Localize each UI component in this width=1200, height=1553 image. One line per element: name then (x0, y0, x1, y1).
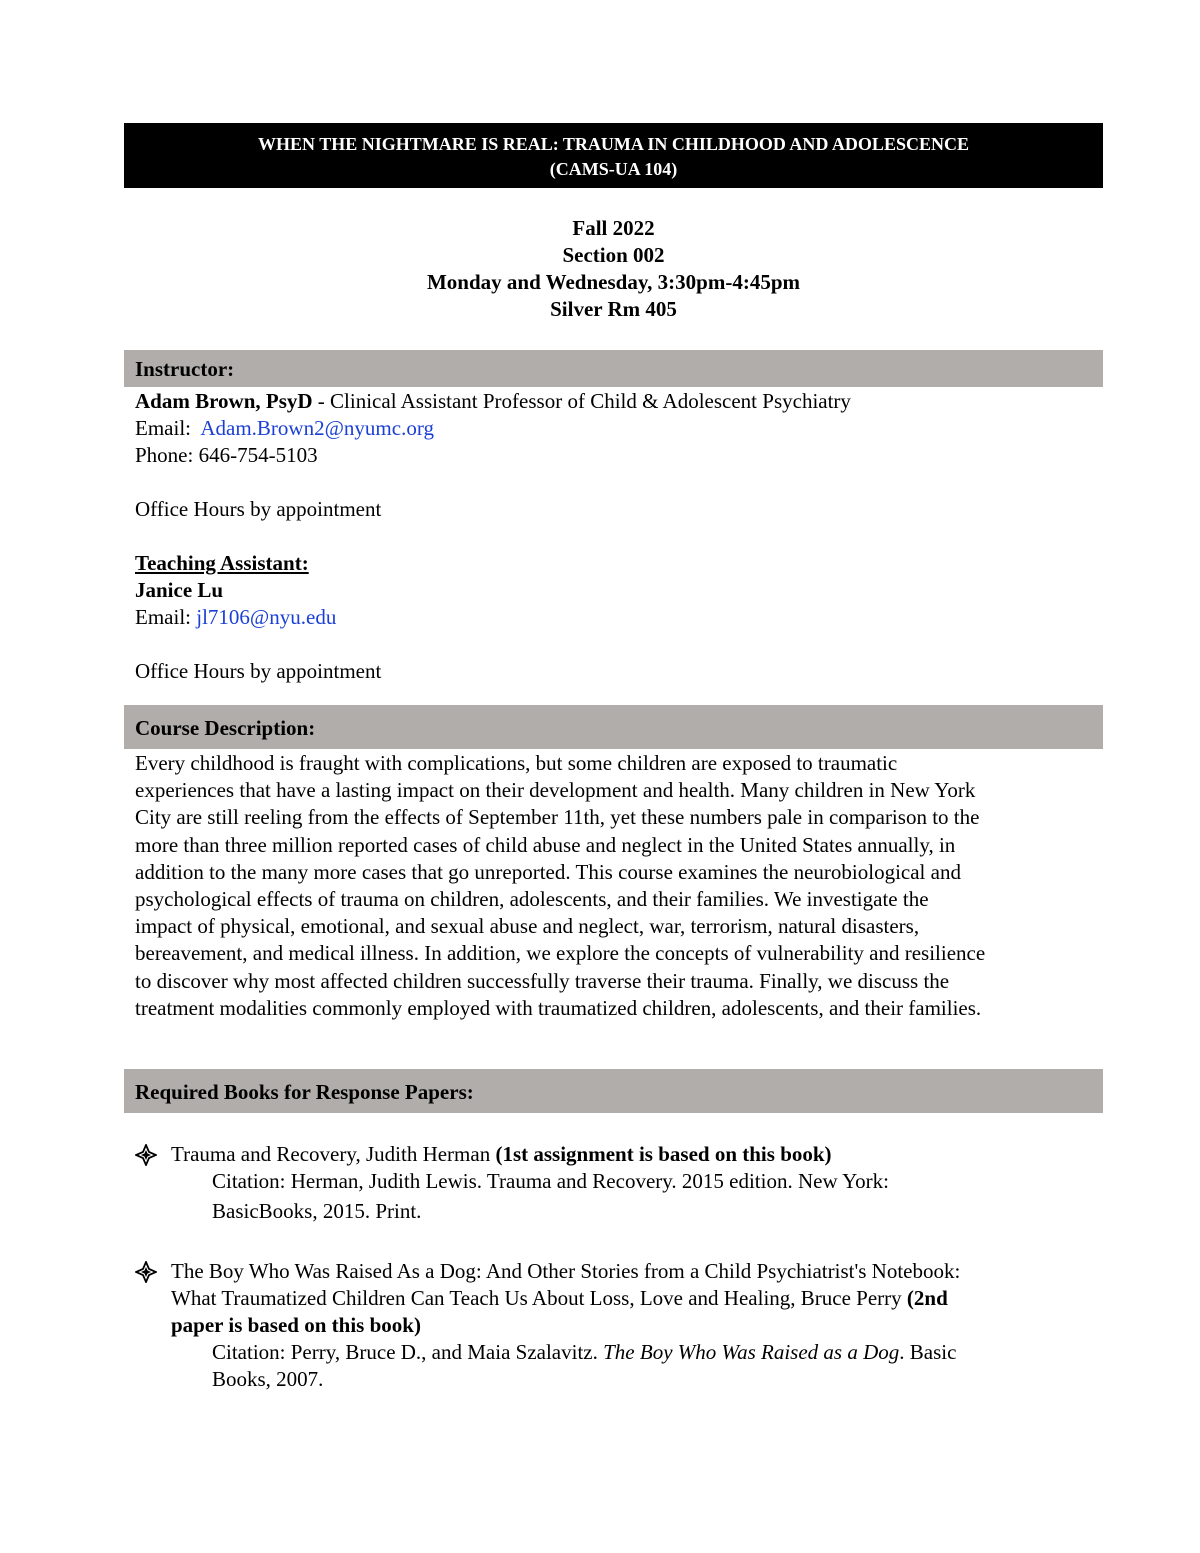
ta-heading: Teaching Assistant: (135, 551, 309, 575)
book-1-citation-line-1: Citation: Herman, Judith Lewis. Trauma and Recovery. 2015 edition. New York: (212, 1169, 889, 1193)
description-line: treatment modalities commonly employed with traumatized children, adolescents, and their families. (135, 995, 982, 1020)
book-item-2 (135, 1258, 960, 1393)
book-2-citation-title: The Boy Who Was Raised as a Dog (603, 1340, 900, 1364)
description-line: experiences that have a lasting impact on their development and health. Many children in New York (135, 778, 976, 803)
description-line: psychological effects of trauma on children, adolescents, and their families. We investigate the (135, 887, 929, 912)
description-line: addition to the many more cases that go unreported. This course examines the neurobiological and (135, 859, 961, 884)
instructor-role: Clinical Assistant Professor of Child & Adolescent Psychiatry (330, 389, 851, 413)
instructor-heading: Instructor: (124, 350, 1103, 387)
description-line: impact of physical, emotional, and sexual abuse and neglect, war, terrorism, natural disasters, (135, 914, 920, 939)
description-line: to discover why most affected children successfully traverse their trauma. Finally, we discuss the (135, 968, 950, 993)
book-item-1 (135, 1141, 889, 1225)
ta-email-link[interactable]: jl7106@nyu.edu (196, 605, 337, 629)
instructor-office-hours: Office Hours by appointment (135, 497, 382, 521)
book-2-title-line-1: The Boy Who Was Raised As a Dog: And Other Stories from a Child Psychiatrist's Notebook: (171, 1259, 961, 1283)
instructor-separator: - (312, 389, 331, 413)
book-1-note: (1st assignment is based on this book) (495, 1142, 832, 1166)
course-title: WHEN THE NIGHTMARE IS REAL: TRAUMA IN CHILDHOOD AND ADOLESCENCE (258, 134, 969, 154)
description-line: more than three million reported cases of child abuse and neglect in the United States annually, in (135, 832, 956, 857)
book-2-note-part-2: paper is based on this book) (171, 1313, 421, 1337)
instructor-email-line (135, 415, 434, 442)
course-description (135, 750, 1095, 1022)
ta-office-hours: Office Hours by appointment (135, 659, 382, 683)
instructor-email-label: Email: (135, 416, 191, 440)
description-line: City are still reeling from the effects of September 11th, yet these numbers pale in comparison to the (135, 805, 980, 830)
ta-name: Janice Lu (135, 578, 224, 602)
book-1-title: Trauma and Recovery, Judith Herman (171, 1142, 496, 1166)
description-line: bereavement, and medical illness. In addition, we explore the concepts of vulnerability and resilience (135, 941, 986, 966)
instructor-line (135, 388, 851, 415)
course-code: (CAMS-UA 104) (549, 159, 678, 179)
course-term: Fall 2022 (572, 216, 655, 240)
book-2-citation-line-2: Books, 2007. (212, 1367, 324, 1391)
course-title-banner (124, 123, 1103, 188)
book-2-note-part-1: (2nd (906, 1286, 948, 1310)
description-heading: Course Description: (124, 705, 1103, 749)
description-line: Every childhood is fraught with complications, but some children are exposed to traumatic (135, 751, 898, 775)
book-2-citation-suffix: . Basic (899, 1340, 957, 1364)
course-room: Silver Rm 405 (550, 297, 677, 321)
book-2-citation-prefix: Citation: Perry, Bruce D., and Maia Szalavitz. (212, 1340, 604, 1364)
course-section: Section 002 (562, 243, 665, 267)
ta-email-line (135, 604, 336, 631)
ta-email-label: Email: (135, 605, 191, 629)
book-1-citation-line-2: BasicBooks, 2015. Print. (212, 1199, 422, 1223)
course-meta (124, 215, 1103, 323)
instructor-name: Adam Brown, PsyD (135, 389, 313, 413)
diamond-bullet-icon (135, 1144, 157, 1166)
book-2-title-line-2: What Traumatized Children Can Teach Us About Loss, Love and Healing, Bruce Perry (171, 1286, 907, 1310)
books-heading: Required Books for Response Papers: (124, 1069, 1103, 1113)
course-schedule: Monday and Wednesday, 3:30pm-4:45pm (426, 270, 801, 294)
diamond-bullet-icon (135, 1261, 157, 1283)
instructor-phone: Phone: 646-754-5103 (135, 443, 318, 467)
instructor-email-link[interactable]: Adam.Brown2@nyumc.org (200, 416, 434, 440)
